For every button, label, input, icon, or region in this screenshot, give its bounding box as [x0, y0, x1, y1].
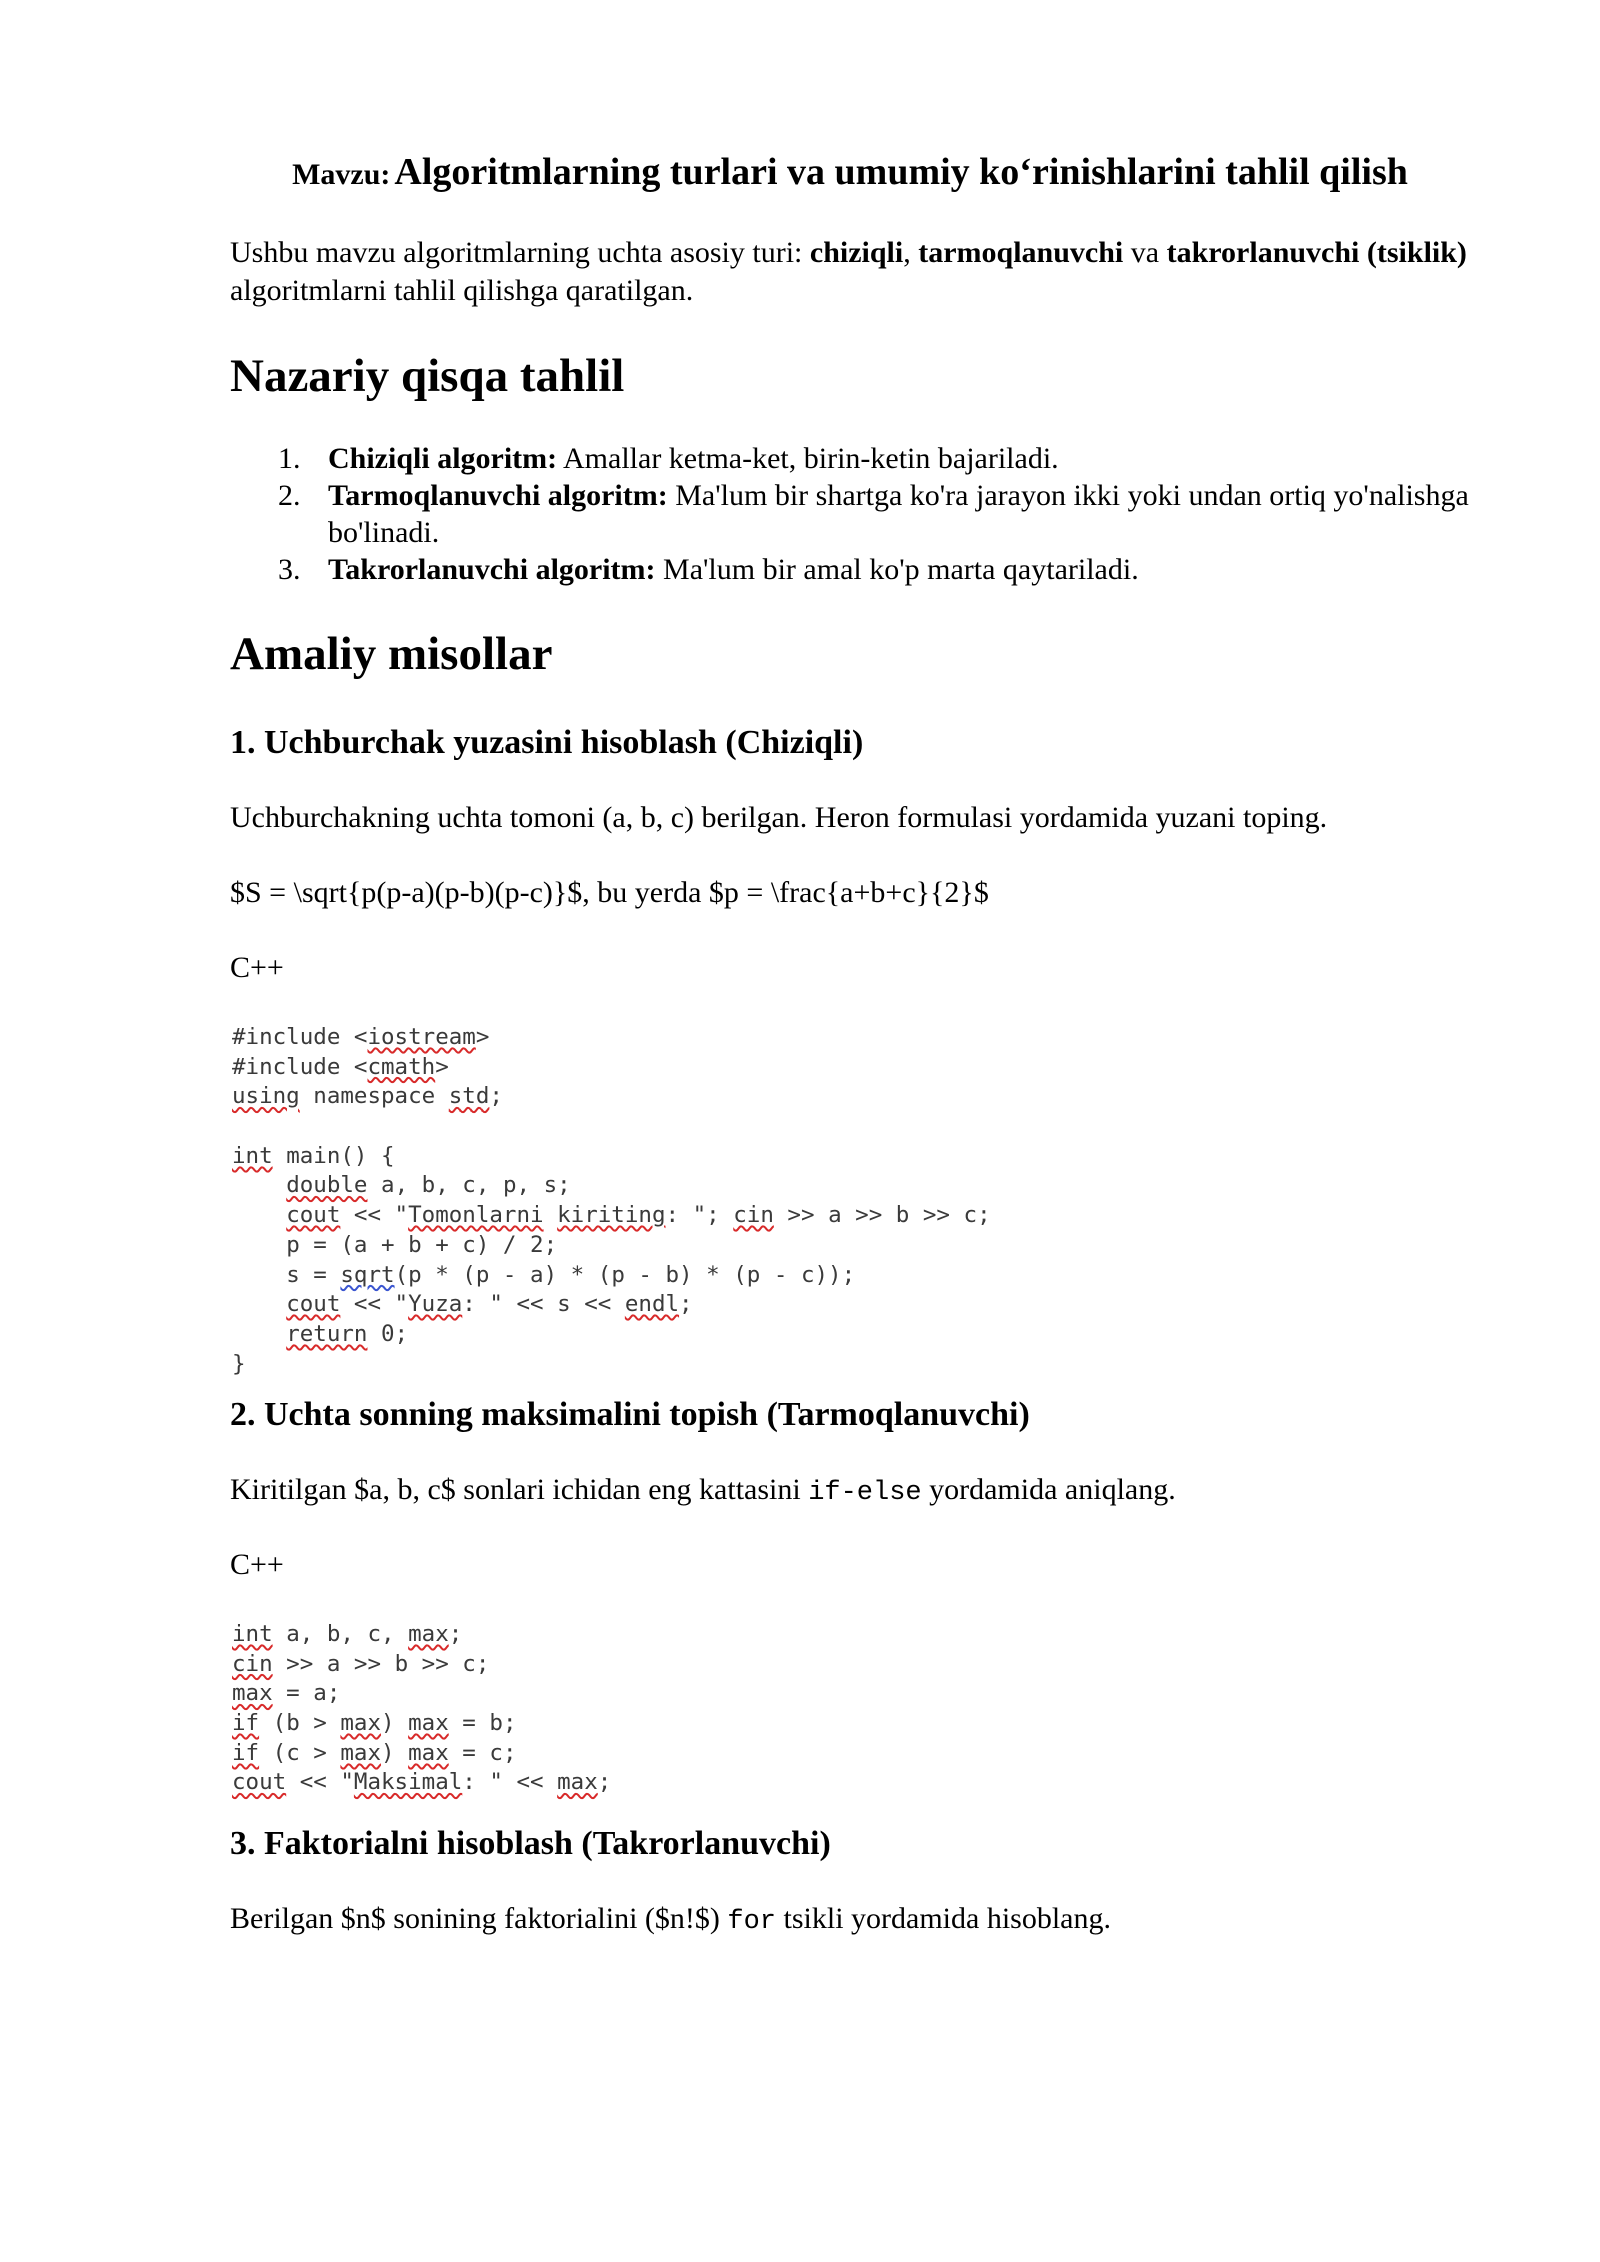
intro-paragraph [230, 234, 1470, 310]
theory-list [230, 440, 1470, 588]
list-item-term: Tarmoqlanuvchi algoritm: [328, 479, 668, 512]
code-line: cout << "Tomonlarni kiriting: "; cin >> a >> b >> c; [286, 1202, 991, 1229]
intro-bold-tarmoqlanuvchi: tarmoqlanuvchi [918, 236, 1124, 269]
example-1-code-block [232, 1023, 991, 1379]
list-item-description: Ma'lum bir shartga ko'ra jarayon ikki yoki undan ortiq yo'nalishga bo'linadi. [328, 479, 1469, 549]
code-line: if (c > max) max = c; [232, 1739, 517, 1766]
intro-text-1: Ushbu mavzu algoritmlarning uchta asosiy turi: [230, 236, 810, 269]
intro-bold-takrorlanuvchi: takrorlanuvchi (tsiklik) [1166, 236, 1467, 269]
practice-heading: Amaliy misollar [230, 628, 553, 680]
example-3-inline-code: for [727, 1907, 777, 1937]
code-line [232, 1112, 991, 1142]
intro-text-3: va [1123, 236, 1167, 269]
example-2-inline-code: if-else [808, 1478, 922, 1508]
example-1-formula: $S = \sqrt{p(p-a)(p-b)(p-c)}$, bu yerda $p = \frac{a+b+c}{2}$ [230, 876, 989, 909]
code-line: using namespace std; [232, 1083, 503, 1110]
example-2-text-post: yordamida aniqlang. [921, 1473, 1176, 1506]
code-line: p = (a + b + c) / 2; [286, 1231, 558, 1258]
example-2-code-block [232, 1620, 611, 1798]
theory-heading: Nazariy qisqa tahlil [230, 350, 625, 402]
example-1-text: Uchburchakning uchta tomoni (a, b, c) berilgan. Heron formulasi yordamida yuzani toping. [230, 801, 1328, 834]
code-line: double a, b, c, p, s; [286, 1172, 571, 1199]
example-3-text-pre: Berilgan $n$ sonining faktorialini ($n!$) [230, 1902, 728, 1935]
example-3-text-post: tsikli yordamida hisoblang. [776, 1902, 1111, 1935]
document-title [0, 150, 1600, 194]
code-line: int main() { [232, 1142, 395, 1169]
example-2-heading: 2. Uchta sonning maksimalini topish (Tarmoqlanuvchi) [230, 1396, 1030, 1433]
list-item-term: Chiziqli algoritm: [328, 442, 558, 475]
example-3-heading: 3. Faktorialni hisoblash (Takrorlanuvchi) [230, 1825, 831, 1862]
code-line: #include <iostream> [232, 1024, 490, 1050]
list-item-description: Ma'lum bir amal ko'p marta qaytariladi. [663, 553, 1139, 586]
code-line: cout << "Yuza: " << s << endl; [286, 1291, 693, 1318]
example-1-language-label: C++ [230, 951, 284, 984]
list-item-number: 2. [278, 479, 301, 512]
list-item-description: Amallar ketma-ket, birin-ketin bajariladi. [563, 442, 1059, 475]
example-2-text-pre: Kiritilgan $a, b, c$ sonlari ichidan eng kattasini [230, 1473, 809, 1506]
list-item-number: 1. [278, 442, 301, 475]
code-line: if (b > max) max = b; [232, 1710, 517, 1737]
title-lead: Mavzu: [292, 158, 391, 191]
list-item [230, 440, 1470, 477]
code-line: max = a; [232, 1680, 341, 1707]
intro-text-2: , [903, 236, 919, 269]
intro-text-4: algoritmlarni tahlil qilishga qaratilgan. [230, 274, 694, 307]
intro-bold-chiziqli: chiziqli [809, 236, 904, 269]
list-item-term: Takrorlanuvchi algoritm: [328, 553, 656, 586]
code-line: cout << "Maksimal: " << max; [232, 1769, 612, 1796]
example-2-language-label: C++ [230, 1548, 284, 1581]
example-3-text [230, 1900, 1470, 1941]
example-2-text [230, 1471, 1470, 1512]
code-line: return 0; [286, 1320, 409, 1347]
list-item [230, 477, 1470, 551]
example-1-heading: 1. Uchburchak yuzasini hisoblash (Chiziqli) [230, 724, 864, 761]
code-line: int a, b, c, max; [232, 1621, 463, 1647]
list-item-number: 3. [278, 553, 301, 586]
title-main: Algoritmlarning turlari va umumiy ko‘rinishlarini tahlil qilish [394, 151, 1408, 193]
code-line: s = sqrt(p * (p - a) * (p - b) * (p - c)); [286, 1261, 856, 1288]
code-line: #include <cmath> [232, 1053, 449, 1080]
list-item [230, 551, 1470, 588]
code-line: } [232, 1350, 246, 1377]
code-line: cin >> a >> b >> c; [232, 1650, 490, 1677]
